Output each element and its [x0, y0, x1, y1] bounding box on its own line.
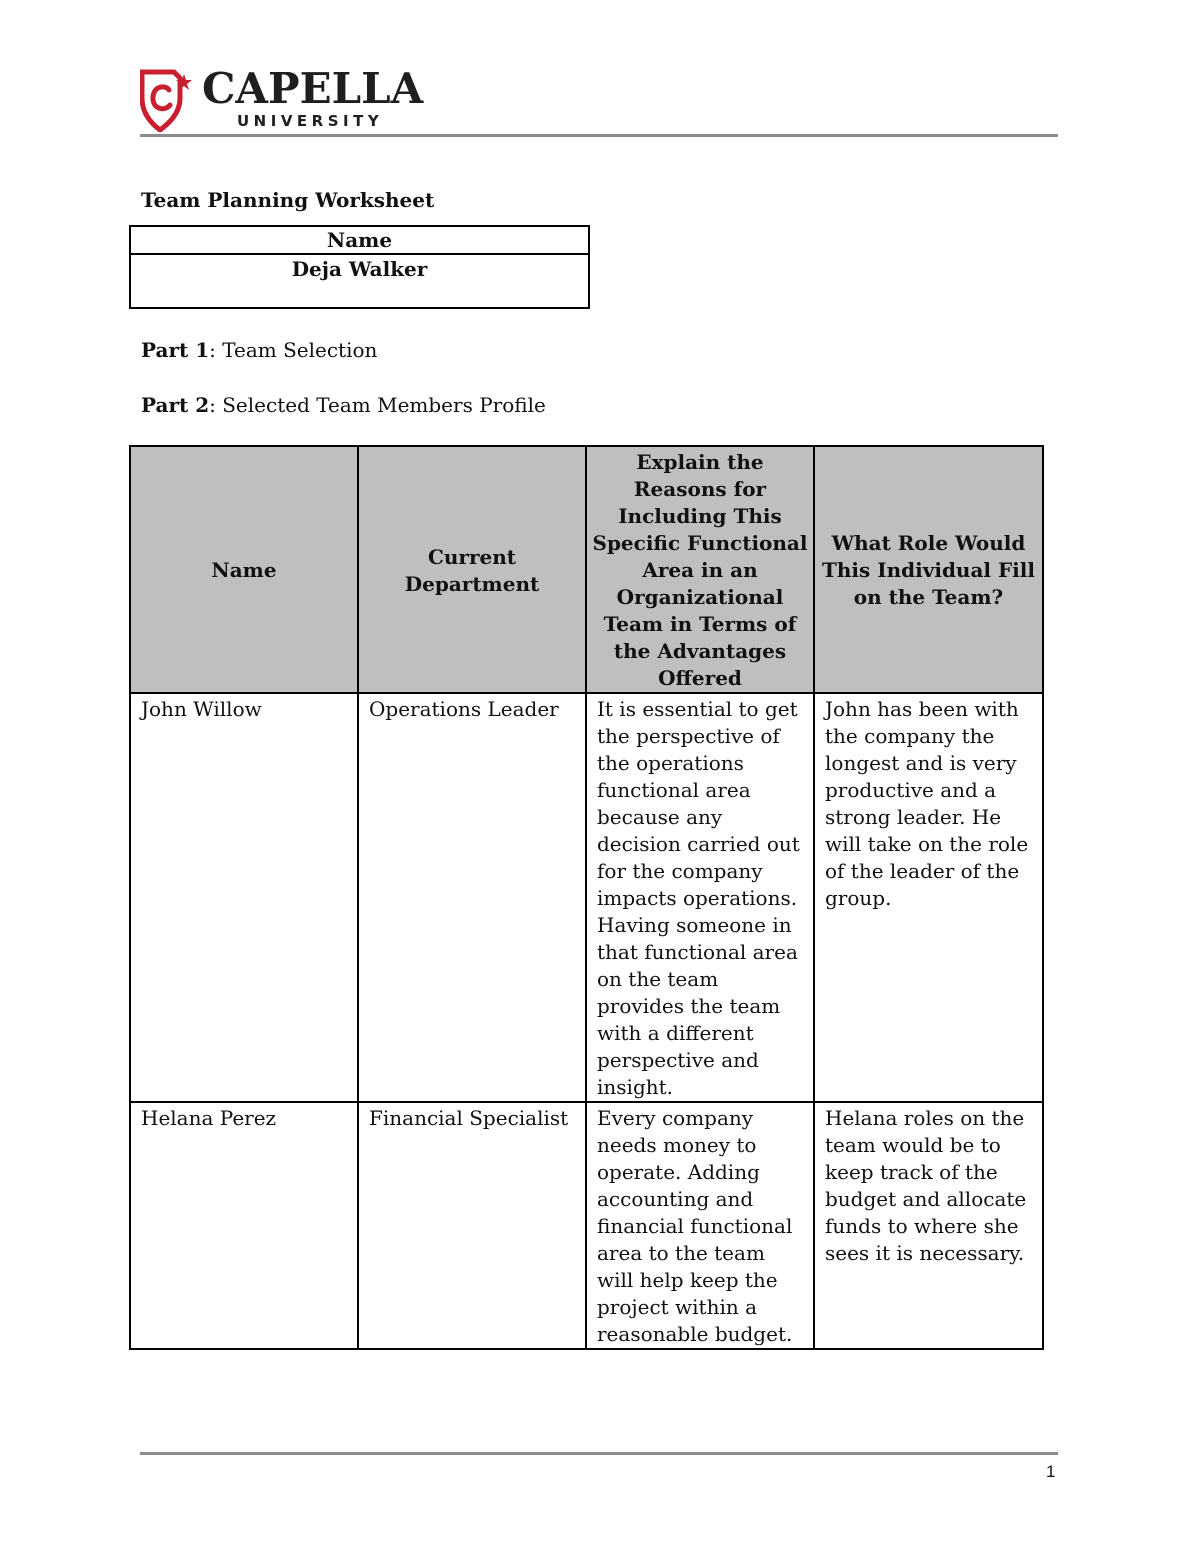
part2-text: : Selected Team Members Profile — [209, 393, 546, 417]
part1-label: Part 1 — [141, 338, 210, 362]
cell-reasons: It is essential to get the perspective of the operations functional area because any decision carried out for the company impacts operations. Having someone in that functional area on the team provides the team with a different perspective and insight. — [586, 693, 814, 1102]
part1-heading — [141, 338, 377, 362]
part2-label: Part 2 — [141, 393, 210, 417]
col-header-department: Current Department — [358, 446, 586, 693]
col-header-role: What Role Would This Individual Fill on the Team? — [814, 446, 1043, 693]
student-name-value: Deja Walker — [130, 254, 589, 308]
footer-divider — [140, 1452, 1058, 1455]
cell-role: John has been with the company the longest and is very productive and a strong leader. He will take on the role of the leader of the group. — [814, 693, 1043, 1102]
team-profile-table — [129, 445, 1044, 1350]
cell-name: John Willow — [130, 693, 358, 1102]
cell-reasons: Every company needs money to operate. Adding accounting and financial functional area to the team will help keep the project within a reasonable budget. — [586, 1102, 814, 1349]
page-number: 1 — [1046, 1462, 1056, 1481]
logo-wordmark: CAPELLA — [202, 64, 424, 113]
cell-name: Helana Perez — [130, 1102, 358, 1349]
col-header-name: Name — [130, 446, 358, 693]
student-name-table — [129, 225, 590, 309]
part2-heading — [141, 393, 546, 417]
header-divider — [140, 134, 1058, 137]
logo-subtitle: UNIVERSITY — [237, 112, 384, 130]
name-table-header: Name — [130, 226, 589, 254]
cell-department: Financial Specialist — [358, 1102, 586, 1349]
cell-department: Operations Leader — [358, 693, 586, 1102]
table-header-row — [130, 446, 1043, 693]
table-row — [130, 1102, 1043, 1349]
col-header-reasons: Explain the Reasons for Including This Specific Functional Area in an Organizational Team in Terms of the Advantages Offered — [586, 446, 814, 693]
table-row — [130, 693, 1043, 1102]
part1-text: : Team Selection — [209, 338, 378, 362]
cell-role: Helana roles on the team would be to keep track of the budget and allocate funds to where she sees it is necessary. — [814, 1102, 1043, 1349]
capella-shield-icon — [140, 68, 192, 132]
document-title: Team Planning Worksheet — [141, 188, 435, 212]
